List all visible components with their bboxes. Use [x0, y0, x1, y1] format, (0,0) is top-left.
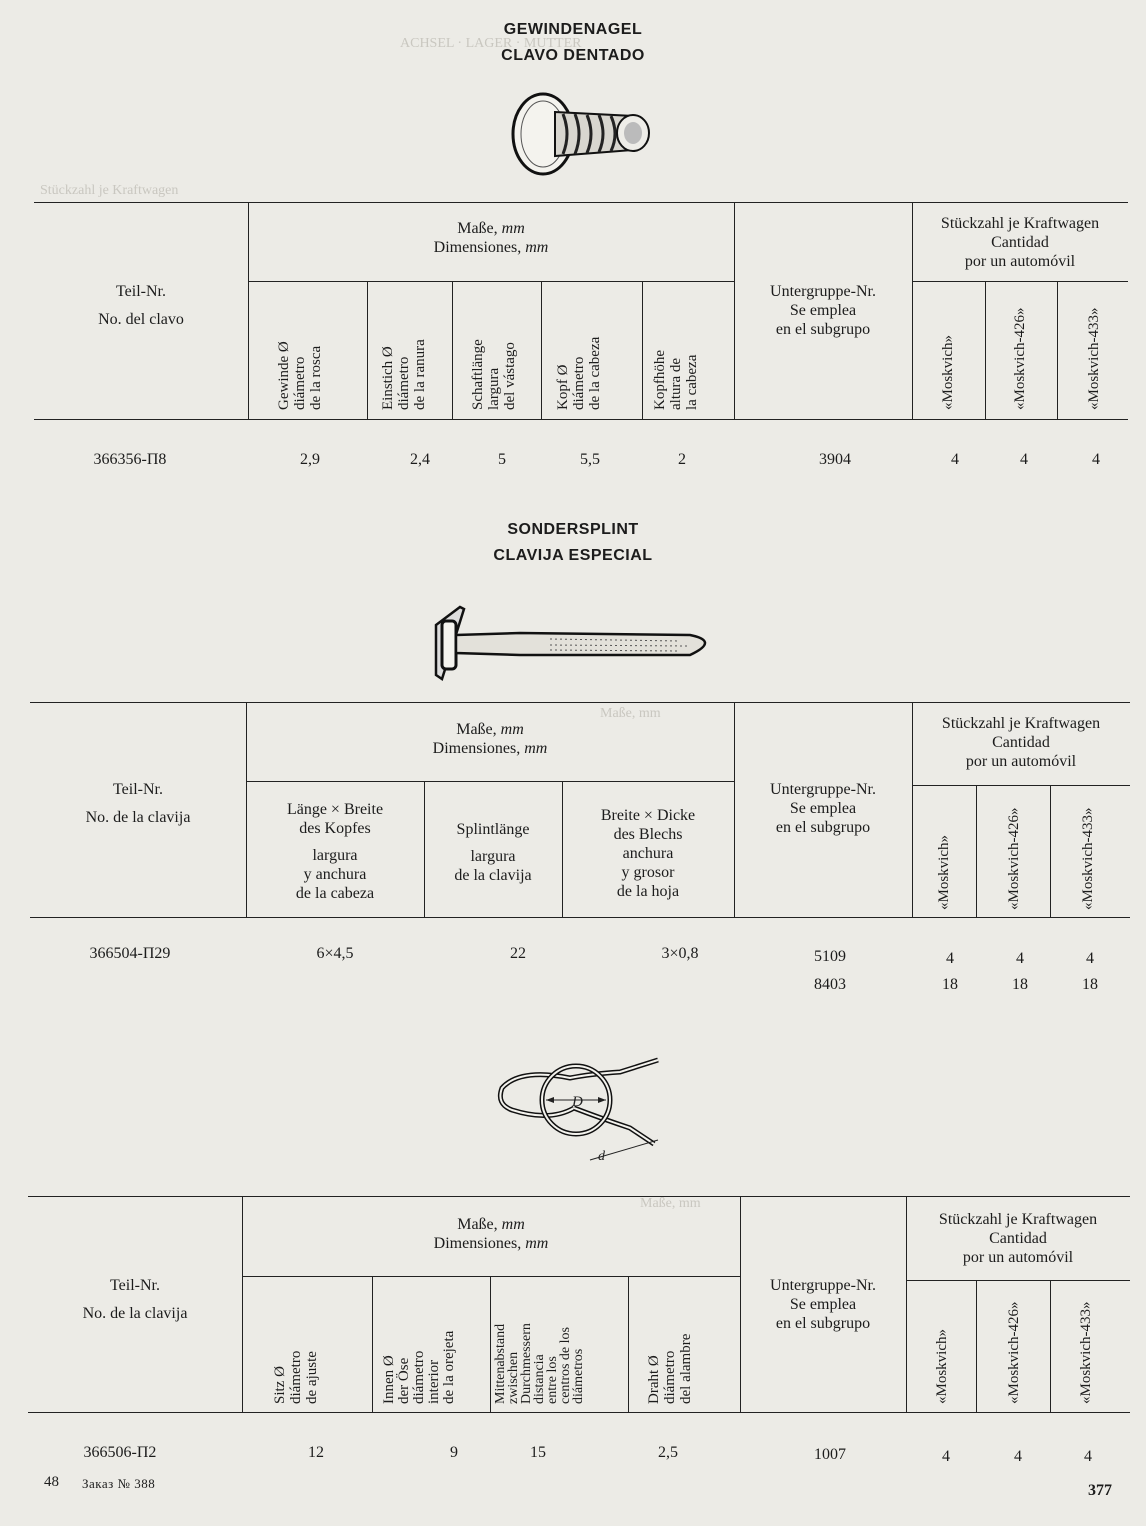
table2-head-size-value: 6×4,5: [316, 945, 354, 962]
table1-col-moskvich: «Moskvich»: [940, 335, 956, 410]
table3-eye-value: 9: [450, 1444, 458, 1461]
table1-col-head-height: Kopfhöhe altura de la cabeza: [652, 350, 700, 410]
section2-title-de: SONDERSPLINT: [507, 521, 639, 538]
table2-pin-length-value: 22: [510, 945, 526, 962]
clip-wire-label: d: [598, 1149, 605, 1164]
table3-part-number: 366506-П2: [83, 1444, 157, 1461]
footer-order-text: Заказ № 388: [82, 1476, 156, 1491]
table3-part-header: Teil-Nr. No. de la clavija: [82, 1277, 188, 1322]
table2-col-moskvich-426: «Moskvich-426»: [1006, 807, 1022, 910]
table1-col-groove: Einstich Ø diámetro de la ranura: [380, 339, 428, 410]
table1-qty-header: Stückzahl je Kraftwagen Cantidad por un automóvil: [940, 215, 1100, 270]
table3-qty-moskvich: 4: [942, 1448, 950, 1465]
table2-dims-header: Maße, mm Dimensiones, mm: [432, 721, 548, 757]
table1-col-moskvich-433: «Moskvich-433»: [1086, 307, 1102, 410]
threaded-nail-icon: [505, 88, 665, 180]
table3-col-moskvich-433: «Moskvich-433»: [1078, 1301, 1094, 1404]
table1-col-moskvich-426: «Moskvich-426»: [1012, 307, 1028, 410]
table2-subgroup-value-1: 5109: [814, 948, 846, 965]
table1-part-number: 366356-П8: [93, 451, 167, 468]
table1-part-header: Teil-Nr. No. del clavo: [98, 283, 184, 328]
table1-dims-header: Maße, mm Dimensiones, mm: [433, 220, 549, 256]
table3-qty-header: Stückzahl je Kraftwagen Cantidad por un automóvil: [938, 1211, 1098, 1266]
table3-col-moskvich-426: «Moskvich-426»: [1006, 1301, 1022, 1404]
table3-col-center-distance: Mittenabstand zwischen Durchmessern distancia entre los centros de los diámetros: [493, 1323, 586, 1404]
table2-subgroup-header: Untergruppe-Nr. Se emplea en el subgrupo: [770, 781, 876, 836]
table2-part-header: Teil-Nr. No. de la clavija: [85, 781, 191, 826]
table3-col-moskvich: «Moskvich»: [934, 1329, 950, 1404]
page-number: 377: [1088, 1482, 1112, 1499]
table1-groove-value: 2,4: [410, 451, 430, 468]
table3-qty-moskvich-433: 4: [1084, 1448, 1092, 1465]
table1-subgroup-value: 3904: [819, 451, 851, 468]
table2-qty-moskvich-433-2: 18: [1082, 976, 1098, 993]
table1-thread-value: 2,9: [300, 451, 320, 468]
table2-col-head-size: Länge × Breite des Kopfes largura y anchura de la cabeza: [286, 801, 384, 902]
table2-qty-moskvich-426-1: 4: [1016, 950, 1024, 967]
special-cotter-pin-icon: [430, 595, 730, 685]
table3-dims-header: Maße, mm Dimensiones, mm: [433, 1216, 549, 1252]
table2-col-moskvich: «Moskvich»: [936, 835, 952, 910]
table3-col-wire: Draht Ø diámetro del alambre: [646, 1333, 694, 1404]
table2-qty-moskvich-433-1: 4: [1086, 950, 1094, 967]
table1-qty-moskvich-426: 4: [1020, 451, 1028, 468]
spring-clip-icon: [490, 1048, 670, 1168]
table1-col-thread: Gewinde Ø diámetro de la rosca: [276, 341, 324, 410]
table3-wire-value: 2,5: [658, 1444, 678, 1461]
table2-qty-moskvich-1: 4: [946, 950, 954, 967]
table3-col-seat: Sitz Ø diámetro de ajuste: [272, 1350, 320, 1404]
table1-shaft-value: 5: [498, 451, 506, 468]
table3-subgroup-value: 1007: [814, 1446, 846, 1463]
table2-qty-header: Stückzahl je Kraftwagen Cantidad por un automóvil: [941, 715, 1101, 770]
table3-col-eye: Innen Ø der Öse diámetro interior de la orejeta: [381, 1330, 457, 1404]
table2-qty-moskvich-2: 18: [942, 976, 958, 993]
table2-col-pin-length: Splintlänge largura de la clavija: [454, 821, 532, 884]
table3-seat-value: 12: [308, 1444, 324, 1461]
table1-col-shaft: Schaftlänge largura del vástago: [470, 339, 518, 410]
section1-title-de: GEWINDENAGEL: [503, 21, 643, 38]
table1-col-head-diameter: Kopf Ø diámetro de la cabeza: [555, 336, 603, 410]
table1-qty-moskvich-433: 4: [1092, 451, 1100, 468]
table2-subgroup-value-2: 8403: [814, 976, 846, 993]
table3-qty-moskvich-426: 4: [1014, 1448, 1022, 1465]
table1-head-diameter-value: 5,5: [580, 451, 600, 468]
table2-col-moskvich-433: «Moskvich-433»: [1080, 807, 1096, 910]
table1-subgroup-header: Untergruppe-Nr. Se emplea en el subgrupo: [770, 283, 876, 338]
table3-subgroup-header: Untergruppe-Nr. Se emplea en el subgrupo: [770, 1277, 876, 1332]
section2-title-es: CLAVIJA ESPECIAL: [493, 547, 653, 564]
clip-diameter-label: D: [572, 1094, 583, 1110]
section1-title-es: CLAVO DENTADO: [501, 47, 645, 64]
table1-qty-moskvich: 4: [951, 451, 959, 468]
table2-part-number: 366504-П29: [89, 945, 171, 962]
table2-col-sheet-size: Breite × Dicke des Blechs anchura y grosor de la hoja: [600, 807, 696, 900]
table2-sheet-size-value: 3×0,8: [661, 945, 699, 962]
table2-qty-moskvich-426-2: 18: [1012, 976, 1028, 993]
footer-sheet-number: 48: [44, 1474, 59, 1490]
table1-head-height-value: 2: [678, 451, 686, 468]
table3-center-distance-value: 15: [530, 1444, 546, 1461]
